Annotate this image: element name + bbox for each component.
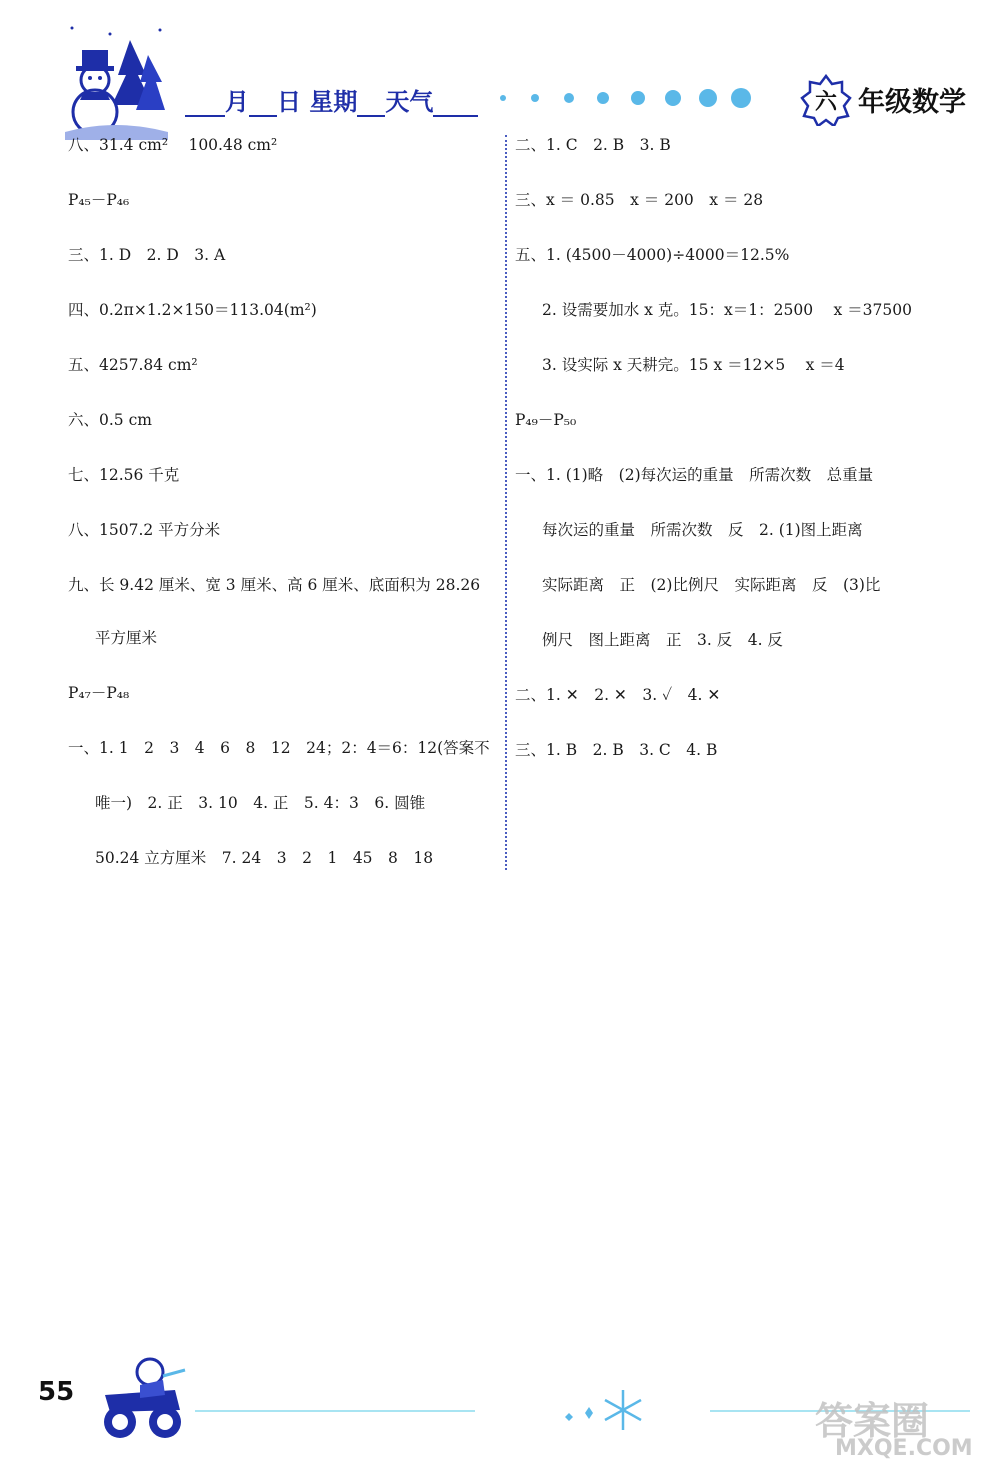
watermark-text: 答案圈 bbox=[815, 1399, 930, 1443]
page-range: P₄₅－P₄₆ bbox=[68, 191, 130, 209]
answer-line: 二、1. C 2. B 3. B bbox=[515, 136, 671, 154]
snowman-icon bbox=[60, 20, 170, 140]
answer-line: 八、31.4 cm² 100.48 cm² bbox=[68, 136, 278, 154]
watermark-url: MXQE.COM bbox=[835, 1436, 973, 1461]
grade-title: 年级数学 bbox=[858, 87, 966, 118]
answer-line: 每次运的重量 所需次数 反 2. (1)图上距离 bbox=[542, 521, 863, 539]
answer-line: 二、1. ✕ 2. ✕ 3. ✓ 4. ✕ bbox=[515, 686, 721, 704]
page-range: P₄₉－P₅₀ bbox=[515, 411, 577, 429]
page-range: P₄₇－P₄₈ bbox=[68, 684, 130, 702]
answer-line: 四、0.2π×1.2×150＝113.04(m²) bbox=[68, 301, 317, 319]
day-label: 日 bbox=[277, 88, 301, 116]
snowflake-icon bbox=[555, 1385, 645, 1435]
page-number: 55 bbox=[38, 1377, 75, 1407]
answer-line: 九、长 9.42 厘米、宽 3 厘米、高 6 厘米、底面积为 28.26 bbox=[68, 576, 481, 594]
grade-badge-text: 六 bbox=[814, 90, 838, 115]
answer-line: 七、12.56 千克 bbox=[68, 466, 180, 484]
footer-rule-left bbox=[195, 1410, 475, 1412]
weekday-label: 星期 bbox=[309, 88, 358, 116]
answer-line: 三、1. D 2. D 3. A bbox=[68, 246, 226, 264]
page-footer bbox=[0, 1340, 1000, 1469]
answer-line: 五、4257.84 cm² bbox=[68, 356, 198, 374]
answer-line: 例尺 图上距离 正 3. 反 4. 反 bbox=[542, 631, 783, 649]
page-header bbox=[0, 0, 1000, 135]
answer-line: 三、1. B 2. B 3. C 4. B bbox=[515, 741, 718, 759]
answer-line: 三、x ＝ 0.85 x ＝ 200 x ＝ 28 bbox=[515, 191, 764, 209]
answer-line: 2. 设需要加水 x 克。15：x＝1：2500 x ＝37500 bbox=[542, 301, 912, 319]
answer-line: 八、1507.2 平方分米 bbox=[68, 521, 221, 539]
answer-line: 六、0.5 cm bbox=[68, 411, 152, 429]
answer-line: 50.24 立方厘米 7. 24 3 2 1 45 8 18 bbox=[95, 849, 434, 867]
scooter-rider-icon bbox=[95, 1350, 190, 1445]
answer-line: 唯一) 2. 正 3. 10 4. 正 5. 4：3 6. 圆锥 bbox=[95, 794, 426, 812]
answer-line: 平方厘米 bbox=[95, 629, 158, 647]
answer-line: 3. 设实际 x 天耕完。15 x ＝12×5 x ＝4 bbox=[542, 356, 845, 374]
grade-badge-icon bbox=[800, 74, 852, 126]
weather-label: 天气 bbox=[385, 88, 434, 116]
date-line bbox=[185, 82, 478, 117]
answer-line: 五、1. (4500－4000)÷4000＝12.5% bbox=[515, 246, 790, 264]
answer-line: 实际距离 正 (2)比例尺 实际距离 反 (3)比 bbox=[542, 576, 881, 594]
month-label: 月 bbox=[225, 88, 249, 116]
answer-line: 一、1. 1 2 3 4 6 8 12 24；2：4＝6：12(答案不 bbox=[68, 739, 490, 757]
column-divider bbox=[505, 135, 507, 870]
snowflake-dots-icon bbox=[495, 86, 755, 110]
answer-line: 一、1. (1)略 (2)每次运的重量 所需次数 总重量 bbox=[515, 466, 874, 484]
